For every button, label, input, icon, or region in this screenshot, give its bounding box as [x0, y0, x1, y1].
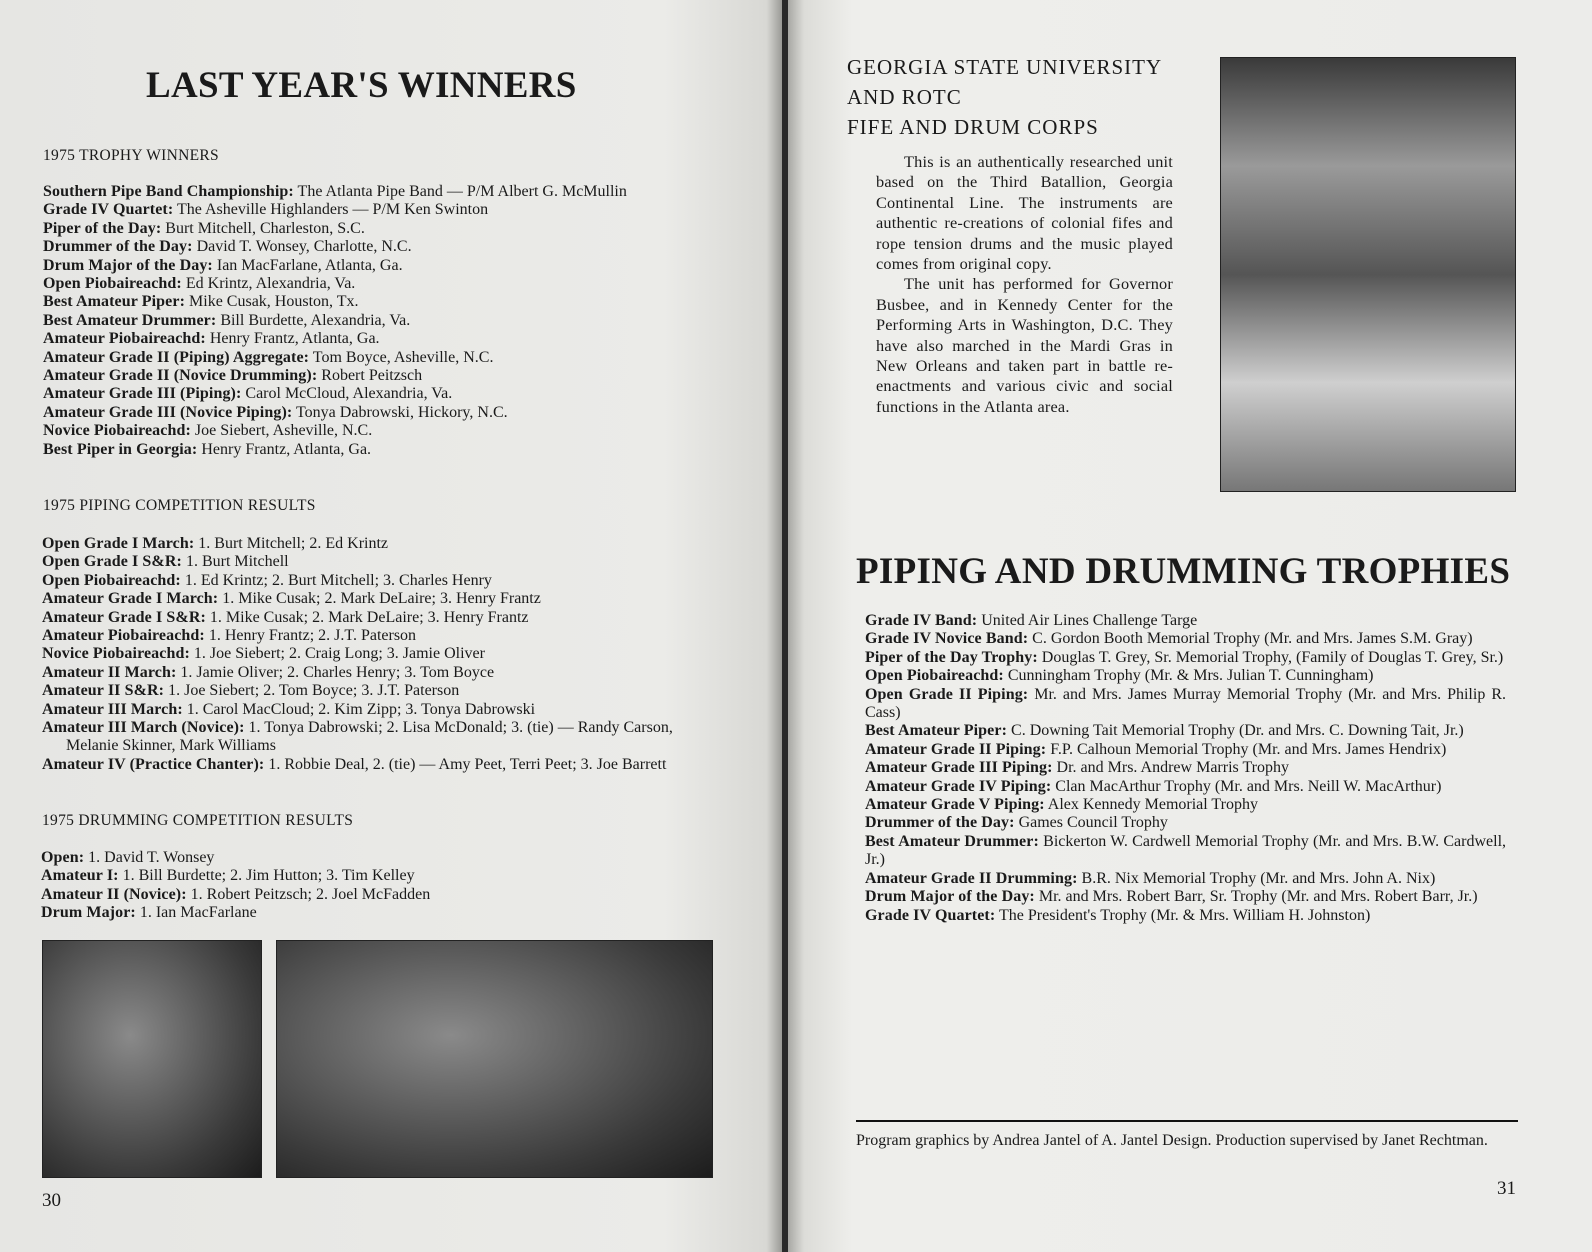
entry-label: Drum Major: [41, 904, 136, 922]
entry-text: C. Gordon Booth Memorial Trophy (Mr. and Mrs. James S.M. Gray) [1028, 630, 1473, 648]
list-item [865, 630, 1506, 648]
entry-text: Tonya Dabrowski, Hickory, N.C. [292, 403, 508, 421]
entry-text: 1. Ian MacFarlane [135, 904, 257, 922]
list-item [43, 183, 709, 201]
entry-text: 1. Henry Frantz; 2. J.T. Paterson [204, 627, 417, 645]
entry-label: Open Piobaireachd: [43, 275, 182, 293]
entry-label: Open: [41, 849, 85, 866]
entry-text: 1. Tonya Dabrowski; 2. Lisa McDonald; 3. (tie) — Randy Carson, Melanie Skinner, Mark Williams [66, 719, 673, 755]
right-page [788, 0, 1592, 1252]
list-item [43, 385, 709, 403]
divider [856, 1120, 1518, 1122]
entry-text: 1. Mike Cusak; 2. Mark DeLaire; 3. Henry Frantz [218, 590, 541, 608]
entry-text: The President's Trophy (Mr. & Mrs. William H. Johnston) [995, 906, 1371, 924]
list-item [43, 201, 709, 219]
list-item [43, 441, 709, 459]
entry-label: Open Piobaireachd: [865, 667, 1004, 685]
entry-label: Open Grade I S&R: [42, 553, 182, 571]
entry-text: 1. Joe Siebert; 2. Tom Boyce; 3. J.T. Paterson [164, 682, 460, 700]
entry-label: Amateur IV (Practice Chanter): [42, 755, 265, 773]
entry-text: 1. Mike Cusak; 2. Mark DeLaire; 3. Henry Frantz [205, 608, 529, 626]
list-item [43, 220, 709, 238]
entry-text: Carol McCloud, Alexandria, Va. [241, 385, 453, 403]
list-item [865, 833, 1506, 870]
entry-text: Robert Peitzsch [317, 367, 423, 385]
list-item [865, 722, 1506, 740]
entry-label: Drummer of the Day: [43, 238, 193, 256]
list-item [865, 667, 1506, 685]
entry-text: Ed Krintz, Alexandria, Va. [181, 275, 356, 293]
list-item [43, 367, 709, 385]
list-item [42, 609, 710, 627]
list-item [865, 796, 1506, 814]
list-item [865, 741, 1506, 759]
entry-text: 1. Jamie Oliver; 2. Charles Henry; 3. Tom Boyce [176, 663, 495, 681]
entry-text: Bill Burdette, Alexandria, Va. [216, 311, 411, 329]
list-item [41, 904, 709, 922]
entry-label: Amateur II March: [42, 663, 177, 681]
entry-label: Amateur Piobaireachd: [43, 330, 206, 348]
list-item [43, 422, 709, 440]
entry-label: Drum Major of the Day: [865, 888, 1035, 906]
entry-label: Drum Major of the Day: [43, 256, 213, 274]
entry-text: 1. Robert Peitzsch; 2. Joel McFadden [186, 885, 431, 903]
entry-text: 1. Robbie Deal, 2. (tie) — Amy Peet, Terri Peet; 3. Joe Barrett [264, 755, 667, 773]
entry-text: Ian MacFarlane, Atlanta, Ga. [212, 256, 403, 274]
list-item [865, 778, 1506, 796]
paragraph: This is an authentically researched unit based on the Third Batallion, Georgia Continental Line. The instruments are authentic re-creations of colonial fifes and rope tension drums and the music played comes from original copy. [876, 152, 1173, 274]
entry-text: 1. Ed Krintz; 2. Burt Mitchell; 3. Charles Henry [180, 571, 492, 589]
unit-title-line: AND ROTC [847, 85, 962, 109]
page-number: 31 [1497, 1178, 1516, 1199]
entry-text: Henry Frantz, Atlanta, Ga. [205, 330, 380, 348]
list-item [41, 849, 709, 867]
entry-text: Bickerton W. Cardwell Memorial Trophy (Mr. and Mrs. B.W. Cardwell, Jr.) [865, 832, 1507, 869]
entry-label: Piper of the Day Trophy: [865, 648, 1038, 666]
list-item [42, 590, 710, 608]
entry-text: Dr. and Mrs. Andrew Marris Trophy [1052, 759, 1289, 777]
unit-title-line: FIFE AND DRUM CORPS [847, 115, 1099, 139]
entry-text: B.R. Nix Memorial Trophy (Mr. and Mrs. John A. Nix) [1077, 869, 1436, 887]
list-item [43, 257, 709, 275]
entry-label: Amateur Grade III Piping: [865, 759, 1053, 777]
entry-label: Amateur Grade II (Novice Drumming): [43, 367, 318, 385]
entry-text: Alex Kennedy Memorial Trophy [1044, 796, 1258, 814]
page-number: 30 [42, 1190, 61, 1211]
list-item [865, 686, 1506, 723]
list-item [43, 404, 709, 422]
entry-label: Amateur Grade III (Piping): [43, 385, 242, 403]
entry-label: Open Grade II Piping: [865, 685, 1029, 703]
entry-label: Best Piper in Georgia: [43, 440, 198, 458]
entry-label: Grade IV Quartet: [43, 201, 174, 219]
entry-label: Piper of the Day: [43, 219, 162, 237]
list-item [43, 275, 709, 293]
list-item [42, 682, 710, 700]
entry-label: Novice Piobaireachd: [43, 422, 191, 440]
entry-label: Open Grade I March: [42, 535, 195, 552]
entry-text: F.P. Calhoun Memorial Trophy (Mr. and Mrs. James Hendrix) [1046, 740, 1447, 758]
paragraph: The unit has performed for Governor Busbee, and in Kennedy Center for the Performing Arts in Washington, D.C. They have also marched in the Mardi Gras in New Orleans and taken part in battle re-enactments and various civic and social functions in the Atlanta area. [876, 274, 1173, 416]
entry-text: 1. Burt Mitchell [181, 553, 289, 571]
entry-text: Tom Boyce, Asheville, N.C. [309, 348, 494, 366]
trophy-winners-heading: 1975 TROPHY WINNERS [43, 147, 219, 164]
trophy-winners-list [43, 183, 709, 459]
trophies-photo [42, 940, 262, 1178]
entry-label: Grade IV Quartet: [865, 906, 996, 924]
list-item [865, 814, 1506, 832]
entry-text: 1. Bill Burdette; 2. Jim Hutton; 3. Tim Kelley [118, 867, 415, 885]
entry-text: 1. David T. Wonsey [84, 849, 215, 866]
list-item [865, 907, 1506, 925]
list-item [865, 888, 1506, 906]
list-item [42, 756, 710, 774]
list-item [43, 330, 709, 348]
entry-text: Clan MacArthur Trophy (Mr. and Mrs. Neill W. MacArthur) [1051, 777, 1442, 795]
list-item [41, 886, 709, 904]
entry-text: Games Council Trophy [1014, 814, 1168, 832]
credits: Program graphics by Andrea Jantel of A. Jantel Design. Production supervised by Janet Rechtman. [856, 1132, 1488, 1149]
entry-label: Drummer of the Day: [865, 814, 1015, 832]
entry-label: Amateur III March: [42, 700, 183, 718]
entry-text: 1. Joe Siebert; 2. Craig Long; 3. Jamie Oliver [189, 645, 485, 663]
entry-label: Amateur II (Novice): [41, 885, 187, 903]
list-item [42, 701, 710, 719]
list-item [42, 535, 710, 553]
list-item [42, 645, 710, 663]
entry-label: Amateur II S&R: [42, 682, 165, 700]
entry-text: United Air Lines Challenge Targe [977, 612, 1198, 629]
piping-results-list [42, 535, 710, 774]
fife-drum-corps-photo [1220, 57, 1516, 492]
list-item [42, 719, 710, 756]
page-title: LAST YEAR'S WINNERS [146, 65, 577, 106]
list-item [42, 627, 710, 645]
list-item [43, 293, 709, 311]
drumming-results-heading: 1975 DRUMMING COMPETITION RESULTS [42, 812, 354, 829]
entry-label: Grade IV Band: [865, 612, 978, 629]
list-item [42, 664, 710, 682]
pipe-band-photo [276, 940, 713, 1178]
piping-results-heading: 1975 PIPING COMPETITION RESULTS [43, 497, 316, 514]
drumming-results-list [41, 849, 709, 923]
list-item [865, 870, 1506, 888]
list-item [865, 759, 1506, 777]
entry-text: David T. Wonsey, Charlotte, N.C. [192, 238, 412, 256]
entry-label: Amateur III March (Novice): [42, 719, 245, 737]
trophies-title: PIPING AND DRUMMING TROPHIES [856, 551, 1511, 592]
entry-text: Mike Cusak, Houston, Tx. [185, 293, 359, 311]
entry-label: Novice Piobaireachd: [42, 645, 190, 663]
entry-label: Amateur Grade I S&R: [42, 608, 206, 626]
unit-title-line: GEORGIA STATE UNIVERSITY [847, 55, 1163, 79]
list-item [42, 553, 710, 571]
list-item [865, 612, 1506, 630]
unit-description [876, 152, 1173, 417]
list-item [42, 572, 710, 590]
entry-text: C. Downing Tait Memorial Trophy (Dr. and Mrs. C. Downing Tait, Jr.) [1007, 722, 1464, 740]
entry-text: Joe Siebert, Asheville, N.C. [190, 422, 373, 440]
entry-text: 1. Burt Mitchell; 2. Ed Krintz [194, 535, 389, 552]
entry-text: Burt Mitchell, Charleston, S.C. [161, 219, 365, 237]
entry-text: Cunningham Trophy (Mr. & Mrs. Julian T. Cunningham) [1003, 667, 1374, 685]
entry-label: Amateur Grade IV Piping: [865, 777, 1052, 795]
entry-text: 1. Carol MacCloud; 2. Kim Zipp; 3. Tonya Dabrowski [182, 700, 536, 718]
list-item [43, 312, 709, 330]
entry-label: Southern Pipe Band Championship: [43, 183, 294, 200]
list-item [865, 649, 1506, 667]
entry-label: Best Amateur Drummer: [43, 311, 217, 329]
entry-text: The Asheville Highlanders — P/M Ken Swinton [173, 201, 489, 219]
entry-label: Amateur Grade V Piping: [865, 796, 1045, 814]
list-item [43, 238, 709, 256]
trophies-list [865, 612, 1506, 925]
entry-label: Amateur Piobaireachd: [42, 627, 205, 645]
entry-label: Amateur Grade II Drumming: [865, 869, 1078, 887]
list-item [41, 867, 709, 885]
entry-text: The Atlanta Pipe Band — P/M Albert G. McMullin [293, 183, 627, 200]
entry-text: Mr. and Mrs. James Murray Memorial Trophy (Mr. and Mrs. Philip R. Cass) [865, 685, 1506, 722]
unit-title [847, 52, 1162, 142]
left-page [0, 0, 782, 1252]
entry-label: Best Amateur Piper: [43, 293, 186, 311]
entry-text: Henry Frantz, Atlanta, Ga. [197, 440, 372, 458]
entry-label: Amateur Grade III (Novice Piping): [43, 403, 293, 421]
entry-label: Open Piobaireachd: [42, 571, 181, 589]
list-item [43, 349, 709, 367]
entry-label: Amateur Grade II Piping: [865, 740, 1047, 758]
entry-label: Grade IV Novice Band: [865, 630, 1029, 648]
entry-label: Amateur Grade II (Piping) Aggregate: [43, 348, 310, 366]
entry-text: Douglas T. Grey, Sr. Memorial Trophy, (Family of Douglas T. Grey, Sr.) [1037, 648, 1504, 666]
entry-text: Mr. and Mrs. Robert Barr, Sr. Trophy (Mr. and Mrs. Robert Barr, Jr.) [1034, 888, 1478, 906]
entry-label: Best Amateur Drummer: [865, 832, 1039, 850]
entry-label: Amateur I: [41, 867, 119, 885]
entry-label: Best Amateur Piper: [865, 722, 1008, 740]
entry-label: Amateur Grade I March: [42, 590, 219, 608]
